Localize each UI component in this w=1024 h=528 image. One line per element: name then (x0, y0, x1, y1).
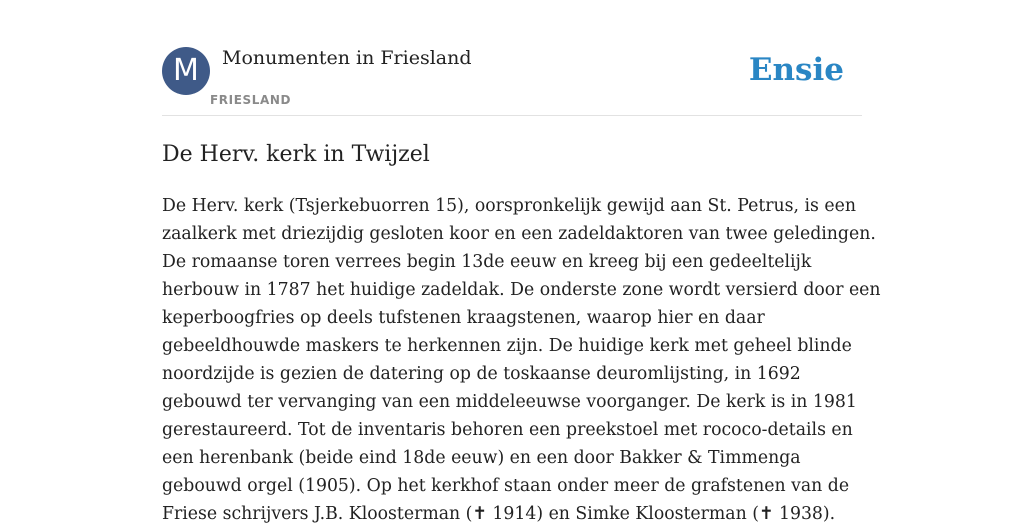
article-line: Friese schrijvers J.B. Kloosterman (✝ 1914) en Simke Kloosterman (✝ 1938). (162, 504, 836, 524)
article-line: gerestaureerd. Tot de inventaris behoren een preekstoel met rococo-details en (162, 420, 853, 440)
avatar[interactable]: M (162, 47, 210, 95)
article-line: De romaanse toren verrees begin 13de eeuw en kreeg bij een gedeeltelijk (162, 252, 812, 272)
article-title: De Herv. kerk in Twijzel (162, 142, 430, 167)
author-name[interactable]: Monumenten in Friesland (222, 47, 472, 69)
header (162, 46, 862, 116)
article-body (162, 192, 881, 528)
article-line: gebouwd orgel (1905). Op het kerkhof staan onder meer de grafstenen van de (162, 476, 850, 496)
article-line: keperboogfries op deels tufstenen kraagstenen, waarop hier en daar (162, 308, 765, 328)
article-line: De Herv. kerk (Tsjerkebuorren 15), oorspronkelijk gewijd aan St. Petrus, is een (162, 196, 856, 216)
article-line: gebeeldhouwde maskers te herkennen zijn. De huidige kerk met geheel blinde (162, 336, 852, 356)
brand-logo[interactable]: Ensie (748, 52, 844, 88)
article-line: een herenbank (beide eind 18de eeuw) en een door Bakker & Timmenga (162, 448, 801, 468)
article-line: zaalkerk met driezijdig gesloten koor en een zadeldaktoren van twee geledingen. (162, 224, 876, 244)
category-label[interactable]: FRIESLAND (210, 93, 292, 107)
article-line: gebouwd ter vervanging van een middeleeuwse voorganger. De kerk is in 1981 (162, 392, 857, 412)
article-line: herbouw in 1787 het huidige zadeldak. De onderste zone wordt versierd door een (162, 280, 881, 300)
divider (162, 115, 862, 116)
article-line: noordzijde is gezien de datering op de toskaanse deuromlijsting, in 1692 (162, 364, 801, 384)
